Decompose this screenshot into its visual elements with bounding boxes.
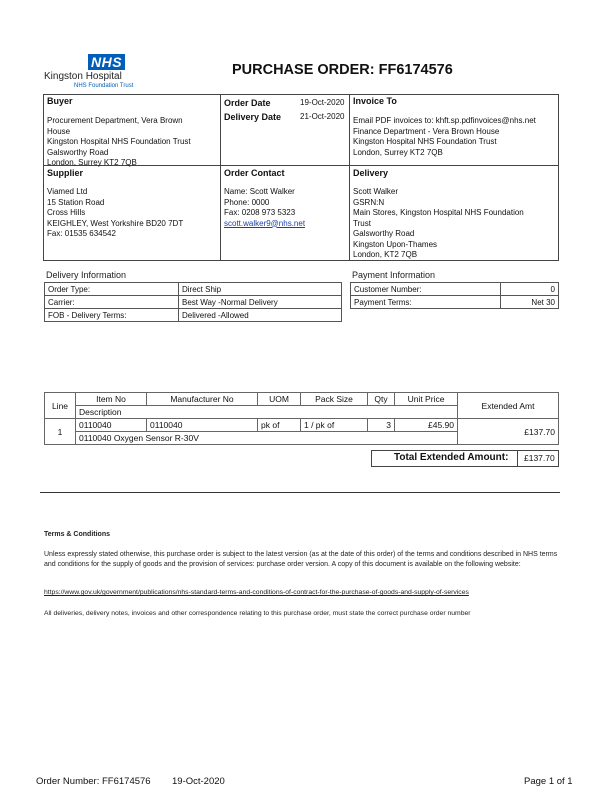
- delivery-info-label: FOB - Delivery Terms:: [45, 309, 179, 322]
- table-row: [45, 283, 342, 296]
- terms-paragraph-2: All deliveries, delivery notes, invoices and other correspondence relating to this purchase order, must state the correct purchase order number: [44, 610, 471, 617]
- nhs-logo: NHS: [88, 54, 125, 70]
- terms-heading: Terms & Conditions: [44, 531, 110, 538]
- total-divider: [517, 450, 518, 467]
- invoice-to-line-1: Email PDF invoices to: khft.sp.pdfinvoices@nhs.net: [353, 116, 536, 125]
- payment-info-value: Net 30: [501, 296, 559, 309]
- supplier-heading: Supplier: [47, 168, 84, 178]
- delivery-line-6: Kingston Upon-Thames: [353, 239, 438, 249]
- invoice-to-heading: Invoice To: [353, 96, 397, 106]
- order-contact-email-link[interactable]: scott.walker9@nhs.net: [224, 218, 306, 228]
- footer-date: 19-Oct-2020: [172, 776, 225, 787]
- delivery-info-value: Delivered -Allowed: [179, 309, 342, 322]
- order-date-label: Order Date: [224, 98, 271, 108]
- delivery-line-2: GSRN:N: [353, 197, 385, 207]
- col-item-no-header: Item No: [76, 393, 147, 406]
- order-contact-heading: Order Contact: [224, 168, 285, 178]
- terms-paragraph: Unless expressly stated otherwise, this purchase order is subject to the latest version (as at the date of this order) of the terms and conditions described in NHS terms and conditions for the supply of goods and the provision of services: purchase order version. A copy of this document is available on the following website:: [44, 551, 558, 568]
- extended-amt: £137.70: [458, 419, 559, 445]
- delivery-line-7: London, KT2 7QB: [353, 250, 418, 259]
- col-line-header: Line: [45, 393, 76, 419]
- delivery-line-5: Galsworthy Road: [353, 229, 415, 238]
- payment-info-label: Payment Terms:: [351, 296, 501, 309]
- invoice-to-line-2: Finance Department - Vera Brown House: [353, 126, 500, 136]
- col-uom-header: UOM: [258, 393, 301, 406]
- col-pack-size-header: Pack Size: [301, 393, 368, 406]
- line-number: 1: [45, 419, 76, 445]
- delivery-line-3: Main Stores, Kingston Hospital NHS Foundation: [353, 208, 524, 217]
- supplier-line-2: 15 Station Road: [47, 197, 105, 207]
- supplier-line-4: KEIGHLEY, West Yorkshire BD20 7DT: [47, 218, 184, 228]
- table-row: [45, 296, 342, 309]
- order-contact-line-2: Phone: 0000: [224, 197, 270, 207]
- order-contact-line-1: Name: Scott Walker: [224, 187, 295, 196]
- payment-info-label: Customer Number:: [351, 283, 501, 296]
- unit-price: £45.90: [395, 419, 458, 432]
- buyer-line-2: House: [47, 126, 71, 136]
- supplier-line-5: Fax: 01535 634542: [47, 229, 116, 238]
- table-header-row: [45, 393, 559, 406]
- pack-size: 1 / pk of: [301, 419, 368, 432]
- table-row: [45, 419, 559, 432]
- table-row: [351, 283, 559, 296]
- buyer-line-5: London, Surrey KT2 7QB: [47, 158, 137, 167]
- hospital-name: Kingston Hospital: [44, 71, 122, 82]
- delivery-info-label: Carrier:: [45, 296, 179, 309]
- order-date-value: 19-Oct-2020: [300, 98, 345, 107]
- delivery-line-4: Trust: [353, 218, 371, 228]
- item-no: 0110040: [76, 419, 147, 432]
- page-title: PURCHASE ORDER: FF6174576: [232, 62, 453, 78]
- qty: 3: [368, 419, 395, 432]
- total-value: £137.70: [524, 453, 555, 463]
- manufacturer-no: 0110040: [147, 419, 258, 432]
- payment-info-value: 0: [501, 283, 559, 296]
- buyer-line-3: Kingston Hospital NHS Foundation Trust: [47, 137, 191, 146]
- delivery-info-value: Best Way -Normal Delivery: [179, 296, 342, 309]
- delivery-heading: Delivery: [353, 168, 389, 178]
- supplier-line-1: Viamed Ltd: [47, 187, 88, 196]
- delivery-info-heading: Delivery Information: [46, 270, 127, 280]
- delivery-date-label: Delivery Date: [224, 112, 282, 122]
- item-description: 0110040 Oxygen Sensor R-30V: [76, 432, 458, 445]
- total-label: Total Extended Amount:: [394, 452, 509, 463]
- supplier-line-3: Cross Hills: [47, 208, 86, 217]
- invoice-to-line-4: London, Surrey KT2 7QB: [353, 147, 443, 157]
- order-contact-line-3: Fax: 0208 973 5323: [224, 208, 296, 217]
- col-description-header: Description: [76, 406, 458, 419]
- col-manufacturer-no-header: Manufacturer No: [147, 393, 258, 406]
- footer-page-number: Page 1 of 1: [524, 776, 573, 787]
- delivery-info-table: [44, 282, 342, 322]
- table-row: [45, 309, 342, 322]
- uom: pk of: [258, 419, 301, 432]
- delivery-info-value: Direct Ship: [179, 283, 342, 296]
- delivery-date-value: 21-Oct-2020: [300, 112, 345, 121]
- col-extended-amt-header: Extended Amt: [458, 393, 559, 419]
- payment-info-heading: Payment Information: [352, 270, 436, 280]
- section-divider: [40, 492, 560, 493]
- terms-link[interactable]: https://www.gov.uk/government/publications/nhs-standard-terms-and-conditions-of-contract-for-the-purchase-of-goods-and-supply-of-services: [44, 589, 469, 596]
- trust-name: NHS Foundation Trust: [74, 83, 134, 89]
- line-items-table: [44, 392, 559, 445]
- buyer-heading: Buyer: [47, 96, 73, 106]
- invoice-to-line-3: Kingston Hospital NHS Foundation Trust: [353, 137, 497, 146]
- col-unit-price-header: Unit Price: [395, 393, 458, 406]
- buyer-line-1: Procurement Department, Vera Brown: [47, 116, 183, 125]
- delivery-line-1: Scott Walker: [353, 187, 399, 196]
- table-row: [351, 296, 559, 309]
- delivery-info-label: Order Type:: [45, 283, 179, 296]
- col-qty-header: Qty: [368, 393, 395, 406]
- buyer-line-4: Galsworthy Road: [47, 147, 109, 157]
- payment-info-table: [350, 282, 559, 309]
- footer-order-number: Order Number: FF6174576: [36, 776, 151, 787]
